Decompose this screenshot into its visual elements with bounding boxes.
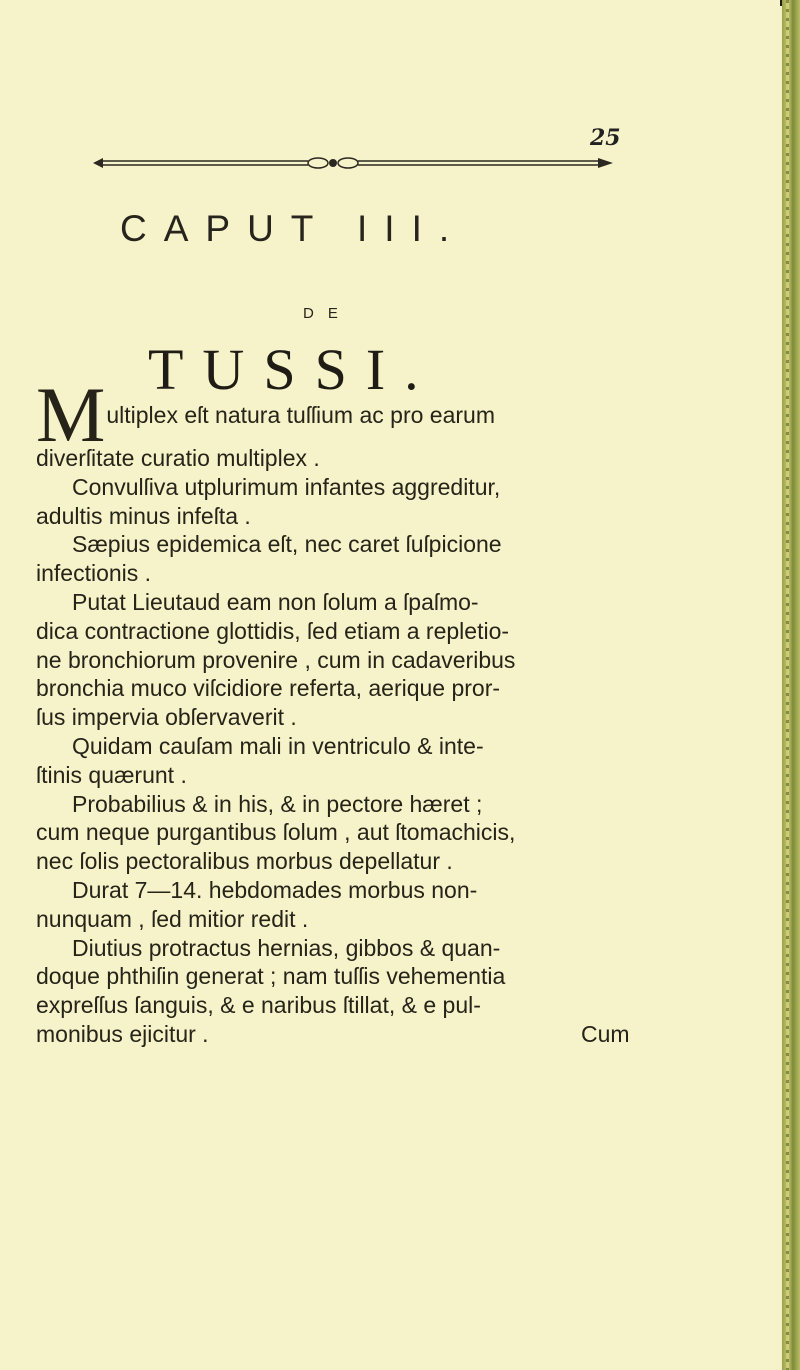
text-line: diverſitate curatio multiplex . xyxy=(36,445,320,471)
text-line: infectionis . xyxy=(36,560,152,587)
text-line: ſtinis quærunt . xyxy=(36,761,187,788)
text-line: Quidam cauſam mali in ventriculo & inte- xyxy=(72,732,484,759)
page-number: 25 xyxy=(590,125,621,151)
text-line: nunquam , ſed mitior redit . xyxy=(36,905,309,932)
text-line-content: ultiplex eſt natura tuſſium ac pro earum xyxy=(106,402,495,428)
chapter-title: TUSSI. xyxy=(148,337,438,402)
text-line: adultis minus infeſta . xyxy=(36,502,251,529)
text-line-content: monibus ejicitur . xyxy=(36,1020,209,1047)
text-line: bronchia muco viſcidiore referta, aerique pror- xyxy=(36,675,501,702)
text-line: nec ſolis pectoralibus morbus depellatur . xyxy=(36,848,453,875)
text-line: expreſſus ſanguis, & e naribus ſtillat, & e pul- xyxy=(36,992,481,1019)
text-line: cum neque purgantibus ſolum , aut ſtomachicis, xyxy=(36,819,516,846)
text-line: dica contractione glottidis, ſed etiam a repletio- xyxy=(36,617,510,644)
chapter-heading: CAPUT III. xyxy=(120,208,467,249)
book-binding-edge xyxy=(782,0,800,1370)
text-line: ſus impervia obſervaverit . xyxy=(36,704,297,731)
text-line: Probabilius & in his, & in pectore hæret ; xyxy=(72,790,483,817)
body-text xyxy=(36,371,726,1049)
text-line: Diutius protractus hernias, gibbos & quan- xyxy=(72,934,501,961)
ornamental-rule xyxy=(93,155,613,171)
text-line: doque phthiſin generat ; nam tuſſis vehementia xyxy=(36,963,506,990)
text-line: Convulſiva utplurimum infantes aggreditur, xyxy=(72,473,501,500)
catchword: Cum xyxy=(581,1020,630,1047)
text-line xyxy=(36,1020,726,1049)
drop-cap: M xyxy=(36,371,106,458)
text-line: Putat Lieutaud eam non ſolum a ſpaſmo- xyxy=(72,588,479,615)
text-line: Sæpius epidemica eſt, nec caret ſuſpicione xyxy=(72,531,502,558)
text-line: ne bronchiorum provenire , cum in cadaveribus xyxy=(36,646,516,673)
chapter-preposition: DE xyxy=(303,305,352,322)
text-line: Durat 7—14. hebdomades morbus non- xyxy=(72,876,478,903)
